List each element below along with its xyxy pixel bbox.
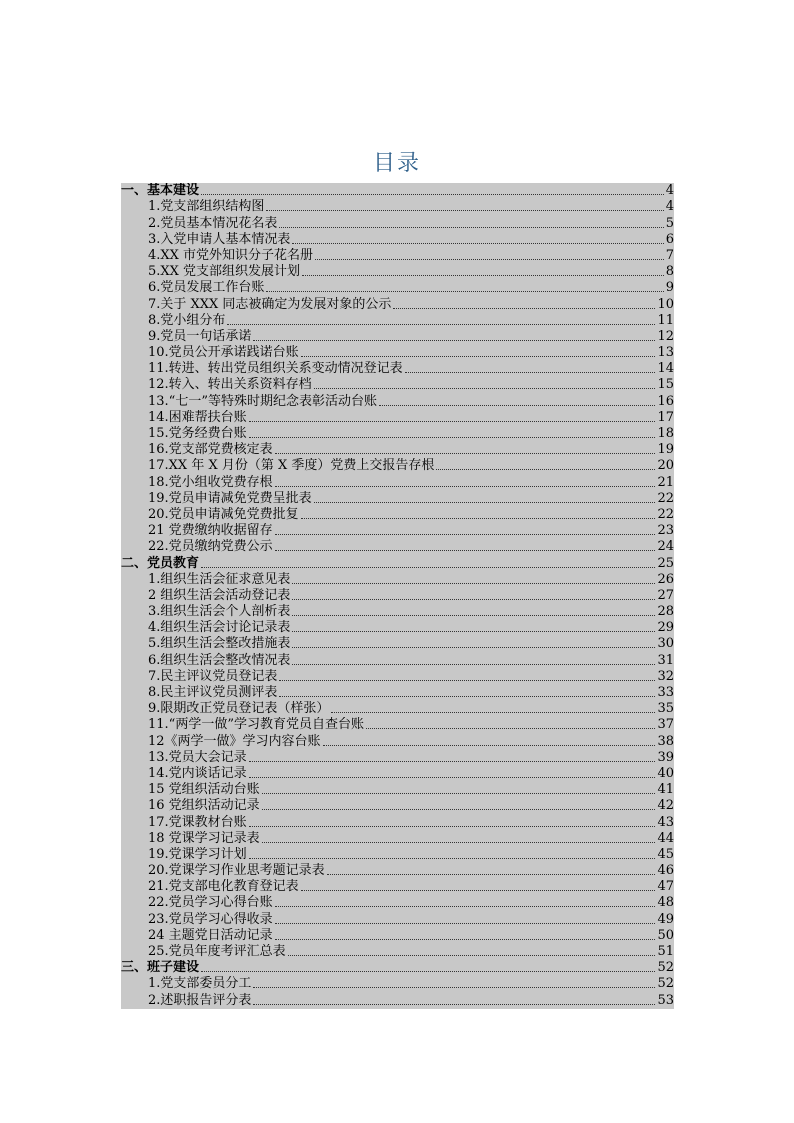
toc-entry[interactable]	[121, 410, 674, 426]
toc-entry-label: 11.转进、转出党员组织关系变动情况登记表	[148, 361, 403, 377]
dot-leader	[292, 243, 663, 244]
toc-entry[interactable]	[121, 458, 674, 474]
dot-leader	[201, 194, 664, 195]
toc-entry-label: 12《两学一做》学习内容台账	[148, 733, 321, 749]
toc-entry[interactable]	[121, 572, 674, 588]
toc-page-number: 28	[657, 604, 674, 620]
toc-page-number: 7	[665, 247, 674, 263]
toc-page-number: 21	[657, 474, 674, 490]
toc-entry[interactable]	[121, 604, 674, 620]
toc-entry[interactable]	[121, 733, 674, 749]
toc-page-number: 22	[657, 490, 674, 506]
toc-entry-label: 24 主题党日活动记录	[148, 927, 273, 943]
toc-entry[interactable]	[121, 426, 674, 442]
toc-entry[interactable]	[121, 669, 674, 685]
toc-entry-label: 15 党组织活动台账	[148, 782, 260, 798]
toc-entry[interactable]	[121, 636, 674, 652]
toc-entry[interactable]	[121, 620, 674, 636]
toc-entry[interactable]	[121, 782, 674, 798]
toc-page-number: 26	[657, 571, 674, 587]
toc-entry-label: 18.党小组收党费存根	[148, 474, 273, 490]
toc-entry[interactable]	[121, 361, 674, 377]
dot-leader	[366, 728, 655, 729]
toc-entry-label: 1.组织生活会征求意见表	[148, 571, 291, 587]
dot-leader	[262, 793, 656, 794]
toc-entry-label: 25.党员年度考评汇总表	[148, 944, 286, 959]
toc-entry-label: 19.党员申请减免党费呈批表	[148, 490, 312, 506]
toc-entry-label: 19.党课学习计划	[148, 846, 247, 862]
dot-leader	[253, 987, 655, 988]
toc-entry-label: 8.党小组分布	[148, 312, 226, 328]
dot-leader	[227, 324, 655, 325]
dot-leader	[262, 809, 656, 810]
dot-leader	[201, 567, 655, 568]
toc-entry[interactable]	[121, 717, 674, 733]
toc-page-number: 31	[657, 652, 674, 668]
toc-page-number: 39	[657, 749, 674, 765]
toc-entry-label: 16.党支部党费核定表	[148, 442, 273, 458]
toc-entry-label: 9.限期改正党员登记表（样张）	[148, 701, 330, 717]
toc-page-number: 24	[657, 539, 674, 555]
toc-entry[interactable]	[121, 588, 674, 604]
table-of-contents	[121, 183, 674, 1009]
toc-entry-label: 6.组织生活会整改情况表	[148, 652, 291, 668]
toc-entry-label: 14.困难帮扶台账	[148, 409, 247, 425]
toc-page-number: 49	[657, 911, 674, 927]
toc-entry-label: 2.述职报告评分表	[148, 992, 252, 1008]
toc-entry[interactable]	[121, 895, 674, 911]
dot-leader	[405, 372, 656, 373]
toc-page-number: 45	[657, 846, 674, 862]
toc-page-number: 9	[665, 280, 674, 296]
toc-entry-label: 9.党员一句话承诺	[148, 328, 252, 344]
toc-page-number: 40	[657, 765, 674, 781]
toc-page-number: 4	[665, 183, 674, 199]
toc-entry-label: 14.党内谈话记录	[148, 765, 247, 781]
toc-entry-label: 11.“两学一做”学习教育党员自查台账	[148, 717, 364, 733]
toc-section-heading[interactable]	[121, 555, 674, 571]
toc-entry[interactable]	[121, 685, 674, 701]
toc-page-number: 43	[657, 814, 674, 830]
dot-leader	[275, 534, 656, 535]
dot-leader	[275, 486, 656, 487]
toc-entry-label: 三、班子建设	[121, 960, 200, 976]
toc-entry-label: 4.组织生活会讨论记录表	[148, 620, 291, 636]
page-title: 目录	[372, 151, 421, 176]
toc-entry-label: 二、党员教育	[121, 555, 200, 571]
toc-entry-label: 3.入党申请人基本情况表	[148, 231, 291, 247]
toc-page-number: 46	[657, 863, 674, 879]
toc-entry-label: 8.民主评议党员测评表	[148, 685, 278, 700]
toc-entry[interactable]	[121, 863, 674, 879]
dot-leader	[331, 712, 655, 713]
toc-entry[interactable]	[121, 928, 674, 944]
toc-page-number: 52	[657, 960, 674, 976]
toc-page-number: 53	[657, 992, 674, 1008]
toc-entry-label: 21 党费缴纳收据留存	[148, 523, 273, 539]
toc-entry[interactable]	[121, 377, 674, 393]
toc-entry-label: 3.组织生活会个人剖析表	[148, 604, 291, 620]
dot-leader	[314, 502, 656, 503]
toc-entry[interactable]	[121, 976, 674, 992]
toc-entry[interactable]	[121, 215, 674, 231]
dot-leader	[249, 777, 656, 778]
toc-entry-label: 1.党支部组织结构图	[148, 199, 265, 215]
dot-leader	[302, 275, 664, 276]
dot-leader	[327, 874, 656, 875]
toc-page-number: 22	[657, 506, 674, 522]
dot-leader	[288, 955, 656, 956]
toc-entry[interactable]	[121, 199, 674, 215]
toc-entry-label: 6.党员发展工作台账	[148, 280, 265, 296]
toc-page-number: 19	[657, 442, 674, 458]
dot-leader	[301, 356, 656, 357]
toc-entry[interactable]	[121, 523, 674, 539]
dot-leader	[249, 826, 656, 827]
dot-leader	[314, 388, 656, 389]
toc-page-number: 17	[657, 409, 674, 425]
toc-page-number: 23	[657, 523, 674, 539]
dot-leader	[253, 1004, 655, 1005]
toc-entry[interactable]	[121, 539, 674, 555]
dot-leader	[301, 518, 656, 519]
dot-leader	[292, 664, 655, 665]
toc-page-number: 8	[665, 264, 674, 280]
toc-page-number: 25	[657, 555, 674, 571]
dot-leader	[436, 469, 655, 470]
toc-entry-label: 20.党课学习作业思考题记录表	[148, 863, 325, 879]
toc-page-number: 12	[657, 328, 674, 344]
dot-leader	[249, 437, 656, 438]
toc-entry[interactable]	[121, 313, 674, 329]
toc-entry-label: 17.XX 年 X 月份（第 X 季度）党费上交报告存根	[148, 458, 435, 474]
dot-leader	[301, 890, 656, 891]
toc-entry-label: 18 党课学习记录表	[148, 830, 260, 846]
toc-entry-label: 15.党务经费台账	[148, 426, 247, 441]
toc-entry[interactable]	[121, 798, 674, 814]
toc-entry-label: 1.党支部委员分工	[148, 976, 252, 992]
toc-entry[interactable]	[121, 474, 674, 490]
toc-entry-label: 21.党支部电化教育登记表	[148, 879, 299, 895]
dot-leader	[275, 923, 656, 924]
dot-leader	[275, 550, 656, 551]
toc-page-number: 35	[657, 701, 674, 717]
dot-leader	[249, 858, 656, 859]
toc-page-number: 18	[657, 426, 674, 441]
dot-leader	[253, 340, 655, 341]
dot-leader	[292, 583, 655, 584]
toc-entry[interactable]	[121, 345, 674, 361]
toc-entry[interactable]	[121, 491, 674, 507]
toc-entry[interactable]	[121, 264, 674, 280]
toc-entry[interactable]	[121, 652, 674, 668]
toc-page-number: 16	[657, 393, 674, 409]
toc-entry-label: 16 党组织活动记录	[148, 798, 260, 814]
toc-entry[interactable]	[121, 944, 674, 960]
toc-entry[interactable]	[121, 248, 674, 264]
toc-entry-label: 一、基本建设	[121, 183, 200, 199]
toc-entry-label: 12.转入、转出关系资料存档	[148, 377, 312, 393]
dot-leader	[292, 647, 655, 648]
toc-entry[interactable]	[121, 296, 674, 312]
toc-entry-label: 4.XX 市党外知识分子花名册	[148, 247, 314, 263]
dot-leader	[262, 842, 656, 843]
toc-entry[interactable]	[121, 329, 674, 345]
dot-leader	[323, 745, 656, 746]
toc-section-heading[interactable]	[121, 960, 674, 976]
toc-entry[interactable]	[121, 280, 674, 296]
toc-entry-label: 22.党员学习心得台账	[148, 895, 273, 911]
toc-entry[interactable]	[121, 766, 674, 782]
dot-leader	[393, 308, 655, 309]
toc-page-number: 33	[657, 685, 674, 700]
toc-entry-label: 10.党员公开承诺践诺台账	[148, 345, 299, 361]
dot-leader	[292, 631, 655, 632]
toc-entry[interactable]	[121, 393, 674, 409]
toc-entry[interactable]	[121, 442, 674, 458]
toc-page-number: 4	[665, 199, 674, 215]
toc-entry[interactable]	[121, 750, 674, 766]
toc-section-heading[interactable]	[121, 183, 674, 199]
toc-page-number: 42	[657, 798, 674, 814]
toc-page-number: 10	[657, 296, 674, 312]
toc-entry-label: 22.党员缴纳党费公示	[148, 539, 273, 555]
toc-entry[interactable]	[121, 879, 674, 895]
toc-entry-label: 5.组织生活会整改措施表	[148, 636, 291, 652]
toc-entry-label: 13.“七一”等特殊时期纪念表彰活动台账	[148, 393, 377, 409]
toc-page-number: 27	[657, 587, 674, 603]
dot-leader	[275, 453, 656, 454]
toc-entry[interactable]	[121, 814, 674, 830]
toc-page-number: 50	[657, 927, 674, 943]
toc-entry[interactable]	[121, 831, 674, 847]
dot-leader	[266, 210, 663, 211]
toc-entry[interactable]	[121, 911, 674, 927]
toc-entry-label: 23.党员学习心得收录	[148, 911, 273, 927]
dot-leader	[379, 405, 655, 406]
toc-page-number: 32	[657, 668, 674, 684]
toc-page-number: 44	[657, 830, 674, 846]
dot-leader	[292, 615, 655, 616]
dot-leader	[279, 696, 655, 697]
dot-leader	[279, 227, 663, 228]
toc-entry-label: 2.党员基本情况花名表	[148, 215, 278, 231]
toc-page-number: 15	[657, 377, 674, 393]
toc-page-number: 6	[665, 231, 674, 247]
dot-leader	[201, 971, 655, 972]
dot-leader	[275, 906, 656, 907]
toc-entry-label: 13.党员大会记录	[148, 749, 247, 765]
dot-leader	[279, 680, 655, 681]
toc-page-number: 5	[665, 215, 674, 231]
toc-page-number: 14	[657, 361, 674, 377]
toc-page-number: 41	[657, 782, 674, 798]
toc-page-number: 48	[657, 895, 674, 911]
dot-leader	[275, 939, 656, 940]
toc-entry-label: 7.民主评议党员登记表	[148, 668, 278, 684]
toc-page-number: 52	[657, 976, 674, 992]
toc-entry[interactable]	[121, 847, 674, 863]
toc-page-number: 47	[657, 879, 674, 895]
toc-entry-label: 17.党课教材台账	[148, 814, 247, 830]
toc-entry[interactable]	[121, 701, 674, 717]
toc-page-number: 20	[657, 458, 674, 474]
toc-page-number: 13	[657, 345, 674, 361]
toc-entry-label: 2 组织生活会活动登记表	[148, 587, 291, 603]
toc-page-number: 29	[657, 620, 674, 636]
dot-leader	[266, 291, 663, 292]
toc-entry[interactable]	[121, 232, 674, 248]
toc-entry[interactable]	[121, 507, 674, 523]
toc-page-number: 11	[657, 312, 674, 328]
toc-entry-label: 5.XX 党支部组织发展计划	[148, 264, 301, 280]
toc-page-number: 37	[657, 717, 674, 733]
dot-leader	[249, 761, 656, 762]
dot-leader	[315, 259, 664, 260]
dot-leader	[249, 421, 656, 422]
toc-entry-label: 7.关于 XXX 同志被确定为发展对象的公示	[148, 296, 392, 312]
toc-page-number: 51	[657, 944, 674, 959]
toc-entry-label: 20.党员申请减免党费批复	[148, 506, 299, 522]
dot-leader	[292, 599, 655, 600]
toc-entry[interactable]	[121, 992, 674, 1008]
toc-page-number: 38	[657, 733, 674, 749]
toc-page-number: 30	[657, 636, 674, 652]
